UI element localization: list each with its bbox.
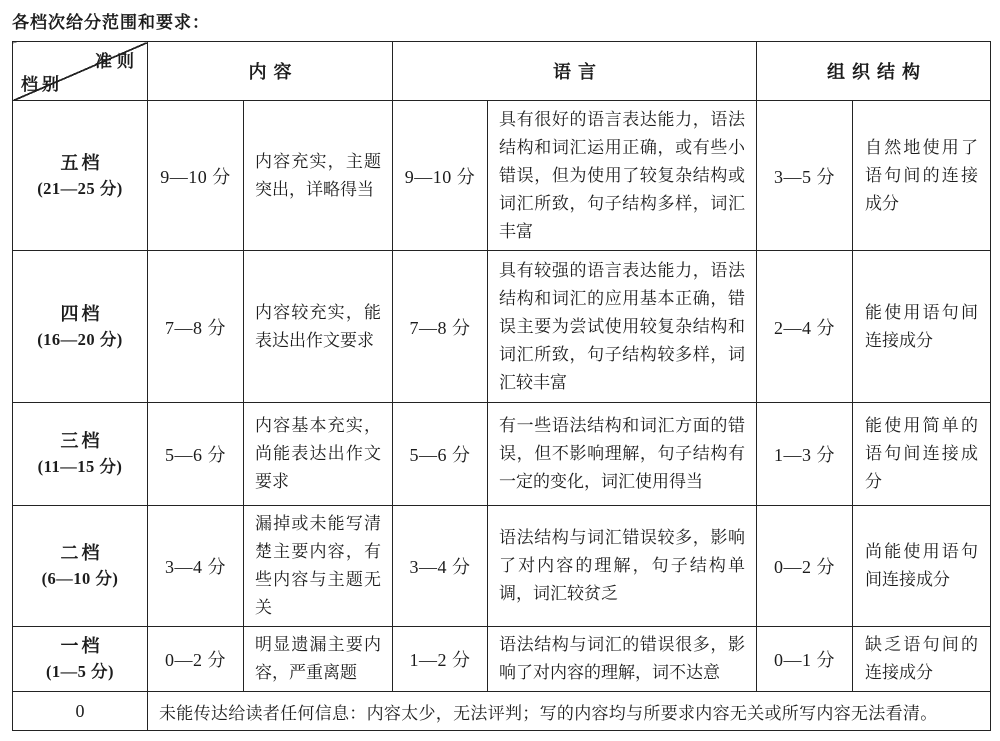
content-score: 9—10 分 (148, 101, 244, 251)
table-row-level5 (13, 101, 991, 251)
level-name: 五档 (60, 152, 103, 173)
language-score: 7—8 分 (393, 251, 488, 403)
zero-level-cell: 0 (13, 692, 148, 731)
structure-desc: 缺乏语句间的连接成分 (853, 627, 991, 692)
level-range: (6—10 分) (41, 569, 119, 588)
structure-score: 1—3 分 (757, 403, 853, 506)
header-structure: 组织结构 (757, 42, 991, 101)
zero-desc-cell: 未能传达给读者任何信息：内容太少，无法评判；写的内容均与所要求内容无关或所写内容无法看清。 (148, 692, 991, 731)
language-score: 5—6 分 (393, 403, 488, 506)
content-desc: 明显遗漏主要内容，严重离题 (244, 627, 393, 692)
content-score: 5—6 分 (148, 403, 244, 506)
content-desc: 漏掉或未能写清楚主要内容，有些内容与主题无关 (244, 506, 393, 627)
content-desc: 内容较充实，能表达出作文要求 (244, 251, 393, 403)
level-range: (16—20 分) (37, 329, 123, 349)
level-cell (13, 251, 148, 403)
level-range: (1—5 分) (45, 662, 115, 681)
language-desc: 具有很好的语言表达能力，语法结构和词汇运用正确，或有些小错误，但为使用了较复杂结构或词汇所致，句子结构多样，词汇丰富 (488, 101, 757, 251)
page-title: 各档次给分范围和要求： (12, 13, 210, 32)
corner-criteria-label: 准则 (95, 52, 139, 71)
content-score: 0—2 分 (148, 627, 244, 692)
level-name: 一档 (60, 636, 103, 656)
corner-level-label: 档别 (21, 75, 63, 94)
level-cell (13, 403, 148, 506)
level-range: (11—15 分) (37, 457, 123, 476)
structure-desc: 尚能使用语句间连接成分 (853, 506, 991, 627)
language-desc: 语法结构与词汇错误较多，影响了对内容的理解，句子结构单调，词汇较贫乏 (488, 506, 757, 627)
language-desc: 有一些语法结构和词汇方面的错误，但不影响理解，句子结构有一定的变化，词汇使用得当 (488, 403, 757, 506)
table-row-level3 (13, 403, 991, 506)
level-name: 三档 (60, 431, 103, 451)
level-name: 四档 (60, 303, 103, 324)
structure-desc: 能使用语句间连接成分 (853, 251, 991, 403)
table-row-zero (13, 692, 991, 731)
level-range: (21—25 分) (37, 178, 123, 198)
content-score: 7—8 分 (148, 251, 244, 403)
structure-score: 0—2 分 (757, 506, 853, 627)
table-row-level4 (13, 251, 991, 403)
table-row-level2 (13, 506, 991, 627)
language-desc: 语法结构与词汇的错误很多，影响了对内容的理解，词不达意 (488, 627, 757, 692)
grading-rubric-table (12, 41, 991, 731)
language-score: 3—4 分 (393, 506, 488, 627)
table-row-level1 (13, 627, 991, 692)
content-desc: 内容基本充实，尚能表达出作文要求 (244, 403, 393, 506)
structure-score: 2—4 分 (757, 251, 853, 403)
content-desc: 内容充实，主题突出，详略得当 (244, 101, 393, 251)
structure-desc: 自然地使用了语句间的连接成分 (853, 101, 991, 251)
language-score: 9—10 分 (393, 101, 488, 251)
content-score: 3—4 分 (148, 506, 244, 627)
structure-score: 0—1 分 (757, 627, 853, 692)
header-row (13, 42, 991, 101)
structure-score: 3—5 分 (757, 101, 853, 251)
level-cell (13, 101, 148, 251)
header-content: 内容 (148, 42, 393, 101)
level-name: 二档 (60, 543, 103, 563)
corner-cell (13, 42, 148, 101)
language-score: 1—2 分 (393, 627, 488, 692)
structure-desc: 能使用简单的语句间连接成分 (853, 403, 991, 506)
level-cell (13, 627, 148, 692)
header-language: 语言 (393, 42, 757, 101)
level-cell (13, 506, 148, 627)
language-desc: 具有较强的语言表达能力，语法结构和词汇的应用基本正确，错误主要为尝试使用较复杂结构和词汇所致，句子结构较多样，词汇较丰富 (488, 251, 757, 403)
